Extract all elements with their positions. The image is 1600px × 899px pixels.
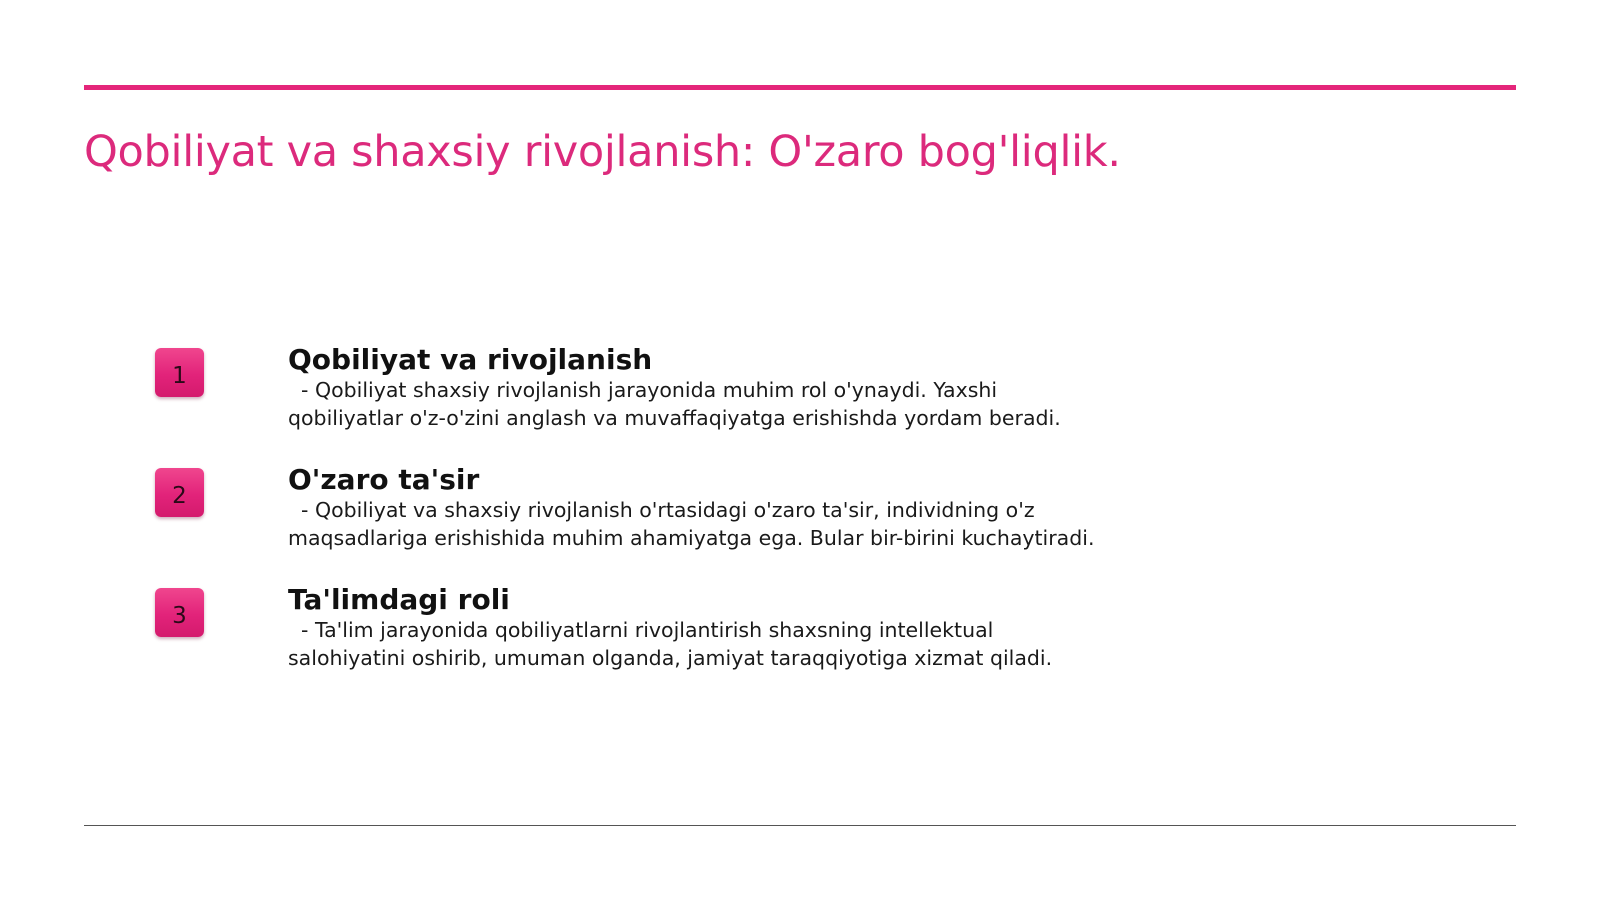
item-body: - Qobiliyat shaxsiy rivojlanish jarayonida muhim rol o'ynaydi. Yaxshi qobiliyatlar o'z-o'zini anglash va muvaffaqiyatga erishishda yordam beradi. — [288, 378, 1061, 430]
item-text — [288, 584, 1108, 672]
top-accent-rule — [84, 85, 1516, 90]
item-body: - Ta'lim jarayonida qobiliyatlarni rivojlantirish shaxsning intellektual salohiyatini oshirib, umuman olganda, jamiyat taraqqiyotiga xizmat qiladi. — [288, 618, 1053, 670]
item-heading: Ta'limdagi roli — [288, 583, 510, 616]
item-body: - Qobiliyat va shaxsiy rivojlanish o'rtasidagi o'zaro ta'sir, individning o'z maqsadlariga erishishida muhim ahamiyatga ega. Bular bir-birini kuchaytiradi. — [288, 498, 1095, 550]
item-text — [288, 464, 1108, 552]
item-heading: O'zaro ta'sir — [288, 463, 480, 496]
item-text — [288, 344, 1108, 432]
number-badge: 2 — [155, 468, 204, 517]
bottom-divider — [84, 825, 1516, 826]
number-badge: 3 — [155, 588, 204, 637]
slide-title: Qobiliyat va shaxsiy rivojlanish: O'zaro bog'liqlik. — [84, 127, 1121, 177]
number-badge: 1 — [155, 348, 204, 397]
item-heading: Qobiliyat va rivojlanish — [288, 343, 653, 376]
